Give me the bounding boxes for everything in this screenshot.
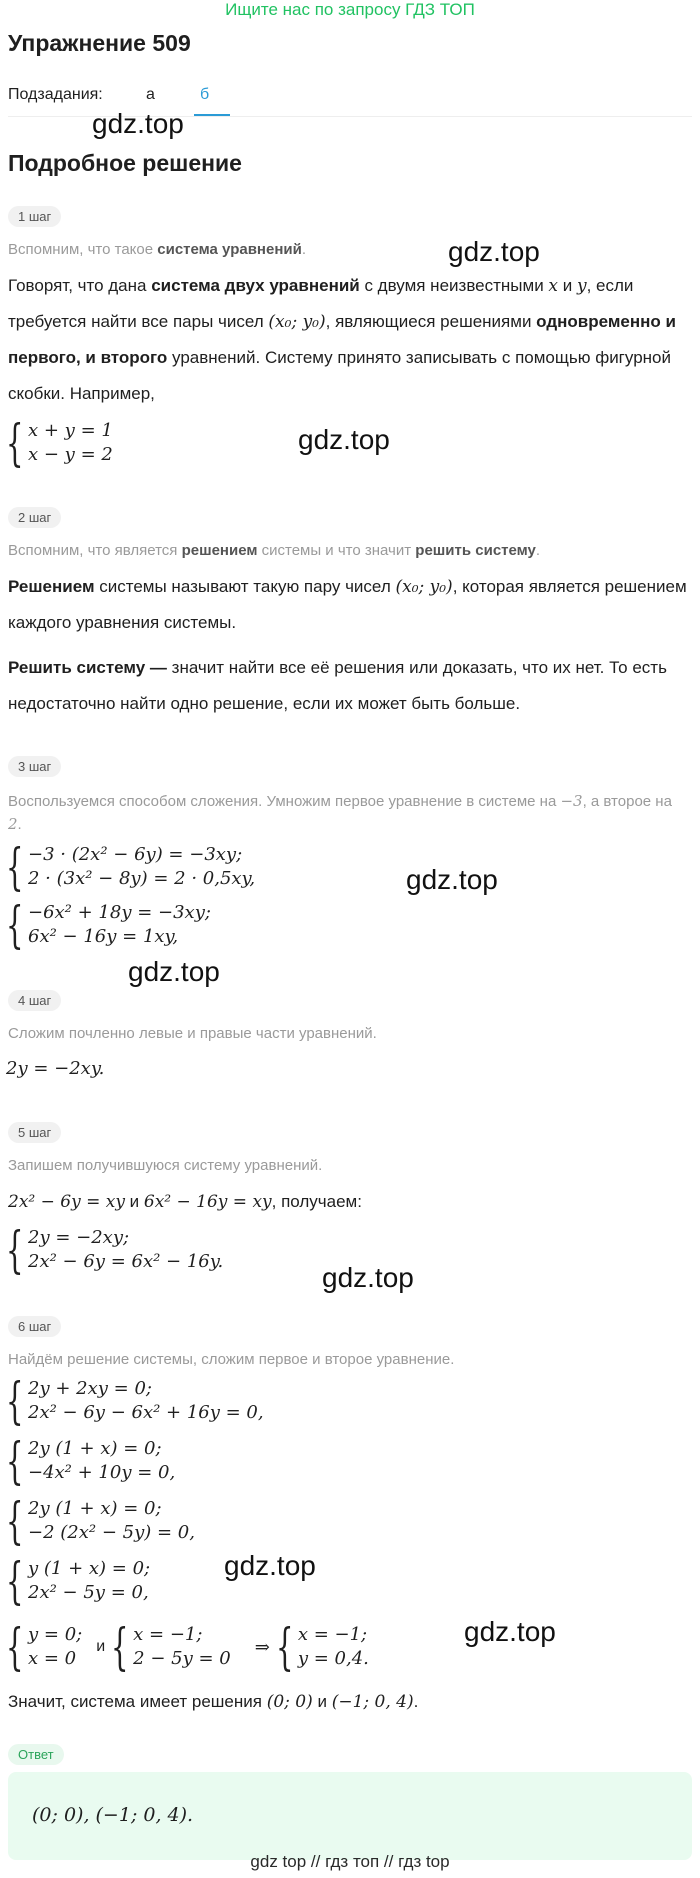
step-3-system-1: { −3 · (2x² − 6y) = −3xy; 2 · (3x² − 8y) = 2 · 0,5xy, <box>6 838 256 896</box>
watermark: gdz.top <box>128 956 220 987</box>
step-3-note: Воспользуемся способом сложения. Умножим первое уравнение в системе на −3, а второе на 2. <box>8 792 672 833</box>
step-6-pill: 6 шаг <box>8 1316 61 1337</box>
step-6-system-4: { y (1 + x) = 0; 2x² − 5y = 0, <box>6 1552 151 1610</box>
step-4-note: Сложим почленно левые и правые части уравнений. <box>8 1025 377 1042</box>
step-2-solve-text: Решить систему — значит найти все её решения или доказать, что их нет. То есть недостаточно найти одно решение, если их может быть больше. <box>8 658 667 713</box>
watermark: gdz.top <box>92 108 184 139</box>
watermark: gdz.top <box>322 1262 414 1293</box>
watermark: gdz.top <box>224 1550 316 1581</box>
step-5-line: 2x² − 6y = xy и 6x² − 16y = xy, получаем: <box>8 1192 362 1212</box>
step-3-pill: 3 шаг <box>8 756 61 777</box>
watermark: gdz.top <box>448 236 540 267</box>
top-banner[interactable]: Ищите нас по запросу ГДЗ ТОП <box>225 0 475 19</box>
step-1-note: Вспомним, что такое система уравнений. <box>8 241 307 258</box>
footer-links[interactable]: gdz top // гдз топ // гдз top <box>250 1852 450 1871</box>
step-5-pill: 5 шаг <box>8 1122 61 1143</box>
tab-a[interactable]: а <box>146 86 155 103</box>
solution-heading: Подробное решение <box>8 150 242 176</box>
tab-b[interactable]: б <box>194 86 230 116</box>
step-6-conclusion: Значит, система имеет решения (0; 0) и (−1; 0, 4). <box>8 1692 419 1712</box>
step-6-system-2: { 2y (1 + x) = 0; −4x² + 10y = 0, <box>6 1432 176 1490</box>
subtasks-label: Подзадания: <box>8 86 103 103</box>
step-5-note: Запишем получившуюся систему уравнений. <box>8 1157 323 1174</box>
step-6-note: Найдём решение системы, сложим первое и второе уравнение. <box>8 1351 455 1368</box>
watermark: gdz.top <box>298 424 390 455</box>
step-5-system: { 2y = −2xy; 2x² − 6y = 6x² − 16y. <box>6 1221 224 1279</box>
answer-box <box>8 1772 692 1860</box>
page-title: Упражнение 509 <box>8 30 191 56</box>
watermark: gdz.top <box>464 1616 556 1647</box>
example-system: { x + y = 1 x − y = 2 <box>6 414 113 472</box>
step-1-pill: 1 шаг <box>8 206 61 227</box>
step-6-system-1: { 2y + 2xy = 0; 2x² − 6y − 6x² + 16y = 0, <box>6 1372 264 1430</box>
step-6-final-systems: { y = 0; x = 0 и { x = −1; 2 − 5y = 0 ⇒ { x = −1; y = 0,4. <box>6 1618 369 1676</box>
step-6-system-3: { 2y (1 + x) = 0; −2 (2x² − 5y) = 0, <box>6 1492 195 1550</box>
answer-value: (0; 0), (−1; 0, 4). <box>32 1804 194 1826</box>
step-2-definition: Решением системы называют такую пару чисел (x₀; y₀), которая является решением каждого уравнения системы. <box>8 577 687 632</box>
step-4-equation: 2y = −2xy. <box>6 1058 105 1079</box>
watermark: gdz.top <box>406 864 498 895</box>
step-4-pill: 4 шаг <box>8 990 61 1011</box>
step-3-system-2: { −6x² + 18y = −3xy; 6x² − 16y = 1xy, <box>6 896 211 954</box>
answer-pill: Ответ <box>8 1744 64 1765</box>
step-1-text: Говорят, что дана система двух уравнений с двумя неизвестными x и y, если требуется найти все пары чисел (x₀; y₀), являющиеся решениями одновременно и первого, и второго уравнений. Систему принято записывать с помощью фигурной скобки. Например, <box>8 276 676 403</box>
step-2-pill: 2 шаг <box>8 507 61 528</box>
step-2-note: Вспомним, что является решением системы и что значит решить систему. <box>8 542 541 559</box>
